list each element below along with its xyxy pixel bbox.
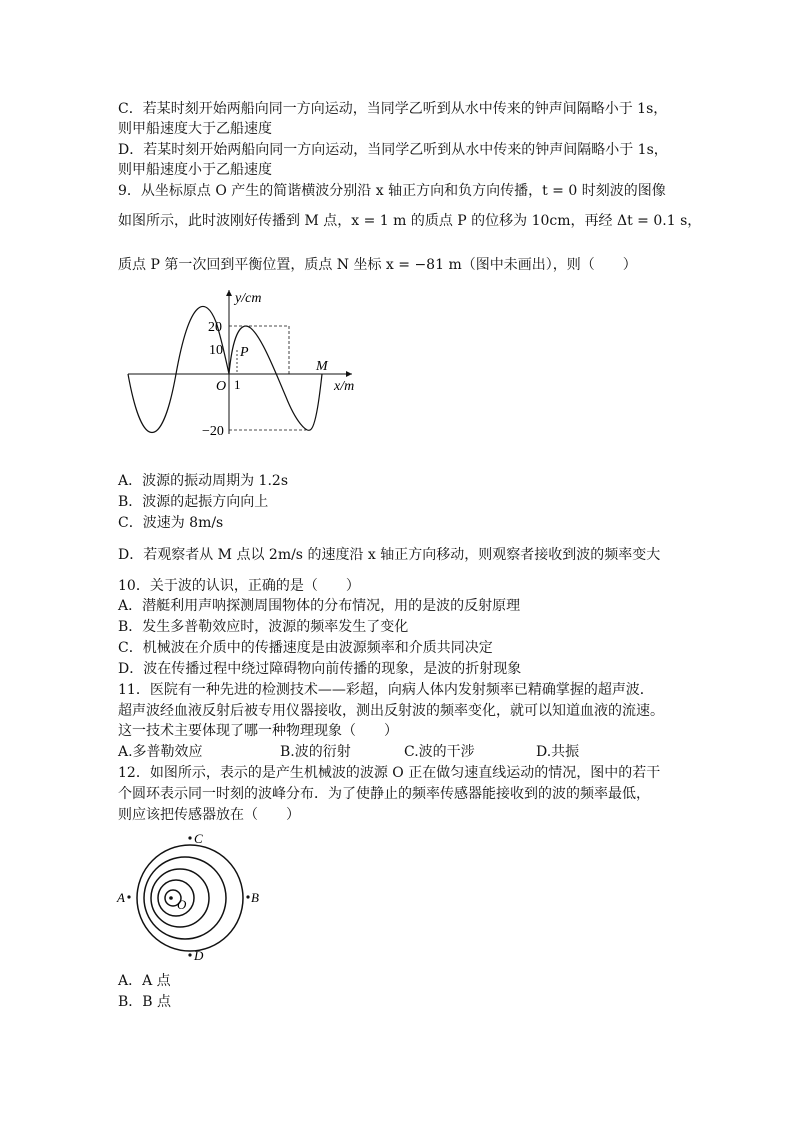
q11-stem-line2: 超声波经血液反射后被专用仪器接收，测出反射波的频率变化，就可以知道血液的流速。 bbox=[118, 703, 664, 719]
q10-option-d: D．波在传播过程中绕过障碍物向前传播的现象，是波的折射现象 bbox=[118, 661, 522, 677]
q12-stem-line2: 个圆环表示同一时刻的波峰分布．为了使静止的频率传感器能接收到的波的频率最低， bbox=[118, 786, 650, 802]
q9-option-a: A．波源的振动周期为 1.2s bbox=[118, 473, 289, 489]
q10-stem: 10．关于波的认识，正确的是（ ） bbox=[118, 578, 360, 594]
q12-option-b: B．B 点 bbox=[118, 994, 172, 1010]
x-axis-label: x/m bbox=[334, 379, 355, 394]
q11-stem-line3: 这一技术主要体现了哪一种物理现象（ ） bbox=[118, 723, 398, 739]
q10-option-c: C．机械波在介质中的传播速度是由波源频率和介质共同决定 bbox=[118, 640, 493, 656]
wavefront-ring-1 bbox=[137, 845, 243, 951]
q11-stem-line1: 11．医院有一种先进的检测技术——彩超，向病人体内发射频率已精确掌握的超声波． bbox=[118, 682, 654, 698]
point-c-dot bbox=[188, 836, 191, 839]
label-a: A bbox=[117, 890, 125, 905]
q11-option-b: B.波的衍射 bbox=[280, 744, 351, 760]
point-a-dot bbox=[127, 895, 130, 898]
wave-curve bbox=[128, 306, 322, 432]
q10-option-b: B．发生多普勒效应时，波源的频率发生了变化 bbox=[118, 619, 409, 635]
q9-option-d: D．若观察者从 M 点以 2m/s 的速度沿 x 轴正方向移动，则观察者接收到波的频率变大 bbox=[118, 547, 661, 563]
q9-wave-graph bbox=[120, 282, 370, 442]
tick-neg20: −20 bbox=[202, 424, 224, 439]
origin-label: O bbox=[216, 379, 227, 394]
point-d-dot bbox=[188, 953, 191, 956]
q9-option-c: C．波速为 8m/s bbox=[118, 515, 224, 531]
source-point bbox=[169, 896, 173, 900]
point-m-label: M bbox=[316, 359, 328, 374]
q10-option-a: A．潜艇利用声呐探测周围物体的分布情况，用的是波的反射原理 bbox=[118, 598, 521, 614]
q11-option-d: D.共振 bbox=[536, 744, 580, 760]
label-b: B bbox=[251, 890, 259, 905]
q9-stem-line2: 如图所示，此时波刚好传播到 M 点，x = 1 m 的质点 P 的位移为 10cm，再经 Δt = 0.1 s， bbox=[118, 213, 702, 229]
label-c: C bbox=[194, 831, 203, 846]
point-p-label: P bbox=[240, 345, 249, 360]
q9-stem-line3: 质点 P 第一次回到平衡位置，质点 N 坐标 x = −81 m（图中未画出），则（ ） bbox=[118, 257, 637, 273]
q12-stem-line1: 12．如图所示，表示的是产生机械波的波源 O 正在做匀速直线运动的情况，图中的若干 bbox=[118, 765, 661, 781]
y-axis-label: y/cm bbox=[235, 291, 262, 306]
q8-option-c-line1: C．若某时刻开始两船向同一方向运动，当同学乙听到从水中传来的钟声间隔略小于 1s， bbox=[118, 101, 668, 117]
q12-stem-line3: 则应该把传感器放在（ ） bbox=[118, 807, 300, 823]
q9-stem-line1: 9．从坐标原点 O 产生的简谐横波分别沿 x 轴正方向和负方向传播，t = 0 时刻波的图像 bbox=[118, 183, 666, 199]
tick-10: 10 bbox=[209, 343, 223, 358]
wavefront-ring-4 bbox=[158, 880, 194, 916]
q8-option-d-line1: D．若某时刻开始两船向同一方向运动，当同学乙听到从水中传来的钟声间隔略小于 1s， bbox=[118, 142, 668, 158]
q12-wavefront-figure bbox=[114, 828, 274, 964]
point-b-dot bbox=[246, 895, 249, 898]
tick-1: 1 bbox=[234, 377, 241, 392]
label-o: O bbox=[177, 897, 187, 912]
q8-option-d-line2: 则甲船速度小于乙船速度 bbox=[118, 162, 272, 178]
q11-option-c: C.波的干涉 bbox=[404, 744, 475, 760]
q11-options bbox=[118, 743, 579, 761]
label-d: D bbox=[194, 948, 204, 963]
q11-option-a: A.多普勒效应 bbox=[118, 744, 203, 760]
q12-option-a: A．A 点 bbox=[118, 973, 171, 989]
tick-20: 20 bbox=[208, 320, 222, 335]
q9-option-b: B．波源的起振方向向上 bbox=[118, 494, 269, 510]
q8-option-c-line2: 则甲船速度大于乙船速度 bbox=[118, 121, 272, 137]
